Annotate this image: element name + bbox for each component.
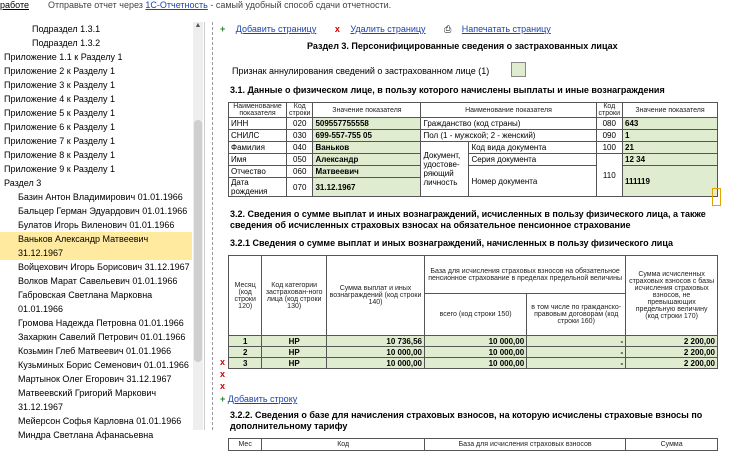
name-label: Имя: [229, 154, 287, 166]
snils-field[interactable]: 699-557-755 05: [313, 130, 421, 142]
cell-sum[interactable]: 10 736,56: [327, 336, 425, 347]
tree-item-label: Габровская Светлана Марковна: [18, 290, 153, 300]
extra-tariff-table: [228, 438, 718, 451]
inn-label: ИНН: [229, 118, 287, 130]
tree-item-label: Кузьминых Борис Семенович 01.01.1966: [18, 360, 189, 370]
tree-item[interactable]: [0, 428, 192, 442]
doc-type-label: Код вида документа: [469, 142, 596, 154]
form-border: [212, 22, 213, 430]
tree-item[interactable]: [0, 78, 192, 92]
th-cat: Код категории застрахован-ного лица (код строки 130): [262, 256, 327, 336]
th3-month: Мес: [229, 439, 262, 451]
tree-item-label: Матвеевский Григорий Маркович: [18, 388, 157, 398]
th-contrib: Сумма исчисленных страховых взносов с базы исчисления страховых взносов, не превышающих предельную величину (код строки 170): [626, 256, 718, 336]
s32-title: 3.2. Сведения о сумме выплат и иных вознаграждений, исчисленных в пользу физического лица, а также сведения об исчисленных страховых взносах на обязательное пенсионное страхование: [230, 209, 706, 230]
th-base-gpd: в том числе по гражданско-правовым договорам (код строки 160): [527, 294, 626, 336]
tree-item-label: Захаркин Савелий Петрович 01.01.1966: [18, 332, 186, 342]
page-actions: [220, 24, 567, 38]
cell-cat[interactable]: НР: [262, 336, 327, 347]
s322-title: 3.2.2. Сведения о базе для начисления страховых взносов, на которую исчислены страховые взносы по дополнительному тарифу: [230, 410, 703, 431]
print-page-button[interactable]: [444, 24, 559, 35]
tree-item-label: Приложение 4 к Разделу 1: [4, 94, 115, 104]
otch-code: 060: [287, 166, 313, 178]
cell-sum[interactable]: 10 000,00: [327, 358, 425, 369]
tree-item[interactable]: [0, 22, 192, 36]
s31-title: 3.1. Данные о физическом лице, в пользу которого начислены выплаты и иные вознаграждения: [230, 85, 665, 95]
table-row: [229, 347, 718, 358]
delete-row-icon[interactable]: x: [220, 381, 226, 391]
tree-item-label: 31.12.1967: [18, 402, 64, 412]
fam-field[interactable]: Ваньков: [313, 142, 421, 154]
cit-label: Гражданство (код страны): [421, 118, 596, 130]
tree-scrollbar[interactable]: [193, 22, 203, 430]
annul-input[interactable]: [511, 62, 526, 77]
th-base-total: всего (код строки 150): [425, 294, 527, 336]
scroll-up-arrow-icon[interactable]: ▲: [194, 22, 202, 29]
tree-item[interactable]: [0, 162, 192, 176]
tree-item-label: Мейерсон Софья Карловна 01.01.1966: [18, 416, 182, 426]
tree-item-label: 01.01.1966: [18, 304, 64, 314]
delete-page-button[interactable]: [335, 24, 434, 34]
th-sum: Сумма выплат и иных вознаграждений (код строки 140): [327, 256, 425, 336]
tree-item[interactable]: [0, 260, 192, 274]
otch-label: Отчество: [229, 166, 287, 178]
tree-item[interactable]: [0, 330, 192, 344]
delete-row-icon[interactable]: x: [220, 357, 226, 367]
tree-item-label: Миндра Светлана Афанасьевна: [18, 430, 154, 440]
tree-item[interactable]: [0, 232, 192, 260]
hint-text: [48, 0, 391, 10]
dob-code: 070: [287, 178, 313, 197]
snils-code: 030: [287, 130, 313, 142]
tree-item-label: Приложение 7 к Разделу 1: [4, 136, 115, 146]
form-area: [212, 22, 743, 448]
doc-group-label: Документ, удостове-ряющий личность: [421, 142, 469, 197]
tree-item[interactable]: [0, 288, 192, 316]
tree-item[interactable]: [0, 372, 192, 386]
doc-num-code: 110: [596, 154, 622, 197]
tree-item-label: Волков Марат Савельевич 01.01.1966: [18, 276, 178, 286]
print-page-label: Напечатать страницу: [461, 24, 551, 34]
dob-field[interactable]: 31.12.1967: [313, 178, 421, 197]
doc-num-field[interactable]: 111119: [623, 166, 718, 197]
tree-item-label: Подраздел 1.3.2: [32, 38, 101, 48]
tree-item-label: Ваньков Александр Матвеевич: [18, 234, 149, 244]
cell-gpd[interactable]: -: [527, 358, 626, 369]
hint-suffix: - самый удобный способ сдачи отчетности.: [207, 0, 392, 10]
section-title: Раздел 3. Персонифицированные сведения о застрахованных лицах: [307, 41, 618, 51]
printer-icon: ⎙: [444, 24, 452, 34]
person-table: [228, 102, 718, 197]
cell-cat[interactable]: НР: [262, 347, 327, 358]
th-code: Код строки: [287, 103, 313, 118]
table-row: [229, 358, 718, 369]
cell-base[interactable]: 10 000,00: [425, 358, 527, 369]
th3-base: База для исчисления страховых взносов: [425, 439, 626, 451]
tree-item-label: Войцехович Игорь Борисович 31.12.1967: [18, 262, 190, 272]
cell-cat[interactable]: НР: [262, 358, 327, 369]
cell-base[interactable]: 10 000,00: [425, 347, 527, 358]
tree-item[interactable]: [0, 64, 192, 78]
work-link[interactable]: работе: [0, 0, 29, 10]
tree-item-label: Мартынок Олег Егорович 31.12.1967: [18, 374, 172, 384]
tree-item[interactable]: [0, 36, 192, 50]
inn-field[interactable]: 509557755558: [313, 118, 421, 130]
hint-prefix: Отправьте отчет через: [48, 0, 143, 10]
tree-item-label: Приложение 1.1 к Разделу 1: [4, 52, 123, 62]
th-base: База для исчисления страховых взносов на обязательное пенсионное страхование в пределах предельной величины: [425, 256, 626, 294]
sex-label: Пол (1 - мужской; 2 - женский): [421, 130, 596, 142]
th-code-2: Код строки: [596, 103, 622, 118]
cell-gpd[interactable]: -: [527, 336, 626, 347]
sex-field[interactable]: 1: [623, 130, 718, 142]
cell-sum[interactable]: 10 000,00: [327, 347, 425, 358]
tree-item[interactable]: [0, 50, 192, 64]
delete-page-label: Удалить страницу: [350, 24, 426, 34]
tree-item[interactable]: [0, 358, 192, 372]
annul-label: Признак аннулирования сведений о застрахованном лице (1): [232, 66, 490, 76]
tree-item[interactable]: [0, 92, 192, 106]
tree-item[interactable]: [0, 106, 192, 120]
cell-month[interactable]: 1: [229, 336, 262, 347]
tree-item-label: Козьмин Глеб Матвеевич 01.01.1966: [18, 346, 172, 356]
tree-item[interactable]: [0, 204, 192, 218]
field-cursor: [712, 188, 721, 206]
th-name: Наименование показателя: [229, 103, 287, 118]
th3-code: Код: [262, 439, 425, 451]
tree-item-label: Раздел 3: [4, 178, 42, 188]
payments-rows: [229, 336, 718, 369]
plus-icon: +: [220, 24, 226, 34]
th-value: Значение показателя: [313, 103, 421, 118]
tree-item[interactable]: [0, 148, 192, 162]
top-bar: [0, 0, 743, 14]
dob-label: Дата рождения: [229, 178, 287, 197]
tree-item[interactable]: [0, 120, 192, 134]
add-page-button[interactable]: [220, 24, 324, 34]
delete-icon: x: [334, 24, 340, 34]
tree-item-label: Приложение 6 к Разделу 1: [4, 122, 115, 132]
tree-item[interactable]: [0, 344, 192, 358]
add-row-label: Добавить строку: [227, 394, 298, 404]
th3-sum: Сумма: [626, 439, 718, 451]
report-tree: [0, 22, 205, 440]
inn-code: 020: [287, 118, 313, 130]
tree-item[interactable]: [0, 274, 192, 288]
tree-item[interactable]: [0, 134, 192, 148]
tree-item[interactable]: [0, 190, 192, 204]
tree-item[interactable]: [0, 414, 192, 428]
tree-item-label: Приложение 3 к Разделу 1: [4, 80, 115, 90]
add-row-button[interactable]: [220, 394, 297, 404]
tree-item-label: Подраздел 1.3.1: [32, 24, 101, 34]
tree-item-label: Приложение 2 к Разделу 1: [4, 66, 115, 76]
doc-type-code: 100: [596, 142, 622, 154]
tree-item-label: Булатов Игорь Виленович 01.01.1966: [18, 220, 175, 230]
cit-code: 080: [596, 118, 622, 130]
name-field[interactable]: Александр: [313, 154, 421, 166]
doc-num-label: Номер документа: [469, 166, 596, 197]
tree-item[interactable]: [0, 176, 192, 190]
cell-month[interactable]: 2: [229, 347, 262, 358]
table-row: [229, 336, 718, 347]
cell-base[interactable]: 10 000,00: [425, 336, 527, 347]
otchetnost-link[interactable]: 1С-Отчетность: [145, 0, 208, 10]
tree-item-label: Громова Надежда Петровна 01.01.1966: [18, 318, 184, 328]
doc-type-field[interactable]: 21: [623, 142, 718, 154]
tree-item[interactable]: [0, 218, 192, 232]
doc-ser-field[interactable]: 12 34: [623, 154, 718, 166]
th-name-2: Наименование показателя: [421, 103, 596, 118]
tree-item[interactable]: [0, 386, 192, 414]
tree-item-label: Бальцер Герман Эдуардович 01.01.1966: [18, 206, 188, 216]
tree-item-label: Приложение 5 к Разделу 1: [4, 108, 115, 118]
plus-icon: +: [220, 394, 226, 404]
tree-item-label: Приложение 9 к Разделу 1: [4, 164, 115, 174]
th-month: Месяц (код строки 120): [229, 256, 262, 336]
payments-table: [228, 255, 718, 369]
sex-code: 090: [596, 130, 622, 142]
snils-label: СНИЛС: [229, 130, 287, 142]
cell-gpd[interactable]: -: [527, 347, 626, 358]
tree-item-label: 31.12.1967: [18, 248, 64, 258]
fam-label: Фамилия: [229, 142, 287, 154]
tree-item-label: Базин Антон Владимирович 01.01.1966: [18, 192, 183, 202]
delete-row-icon[interactable]: x: [220, 369, 226, 379]
cit-field[interactable]: 643: [623, 118, 718, 130]
s321-title: 3.2.1 Сведения о сумме выплат и иных вознаграждений, начисленных в пользу физического лица: [230, 238, 673, 248]
fam-code: 040: [287, 142, 313, 154]
cell-contrib[interactable]: 2 200,00: [626, 358, 718, 369]
otch-field[interactable]: Матвеевич: [313, 166, 421, 178]
scroll-thumb[interactable]: [194, 120, 202, 362]
tree-item-label: Приложение 8 к Разделу 1: [4, 150, 115, 160]
cell-contrib[interactable]: 2 200,00: [626, 347, 718, 358]
name-code: 050: [287, 154, 313, 166]
add-page-label: Добавить страницу: [235, 24, 317, 34]
cell-month[interactable]: 3: [229, 358, 262, 369]
cell-contrib[interactable]: 2 200,00: [626, 336, 718, 347]
doc-ser-label: Серия документа: [469, 154, 596, 166]
tree-item[interactable]: [0, 316, 192, 330]
th-value-2: Значение показателя: [623, 103, 718, 118]
